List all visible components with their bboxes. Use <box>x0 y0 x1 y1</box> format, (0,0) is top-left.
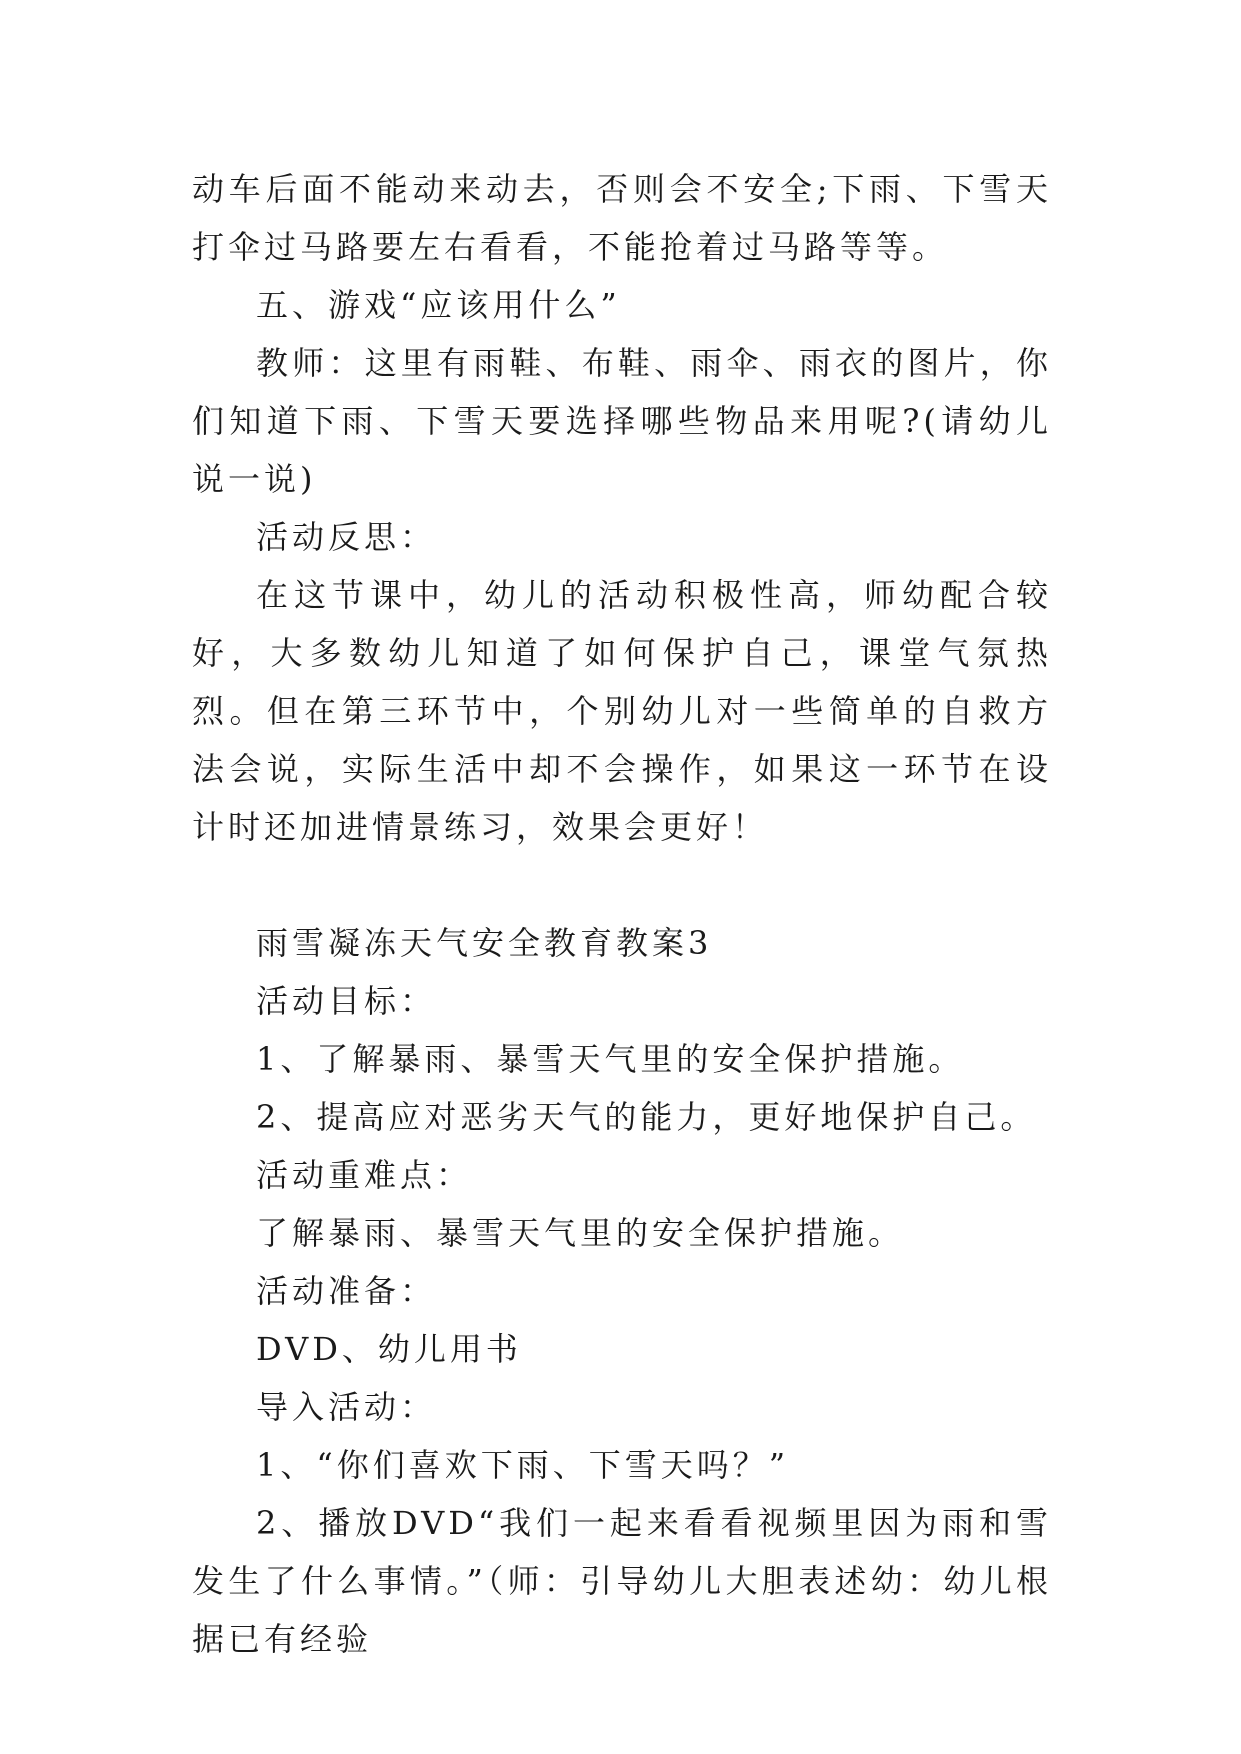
document-page <box>192 160 1052 1668</box>
paragraph: 教师：这里有雨鞋、布鞋、雨伞、雨衣的图片，你们知道下雨、下雪天要选择哪些物品来用呢?(请幼儿说一说) <box>192 344 1052 498</box>
heading-reflection: 活动反思： <box>256 518 437 556</box>
list-item: 1、了解暴雨、暴雪天气里的安全保护措施。 <box>256 1040 965 1078</box>
list-item: 2、播放DVD“我们一起来看看视频里因为雨和雪发生了什么事情。”（师：引导幼儿大胆表述幼：幼儿根据已有经验 <box>192 1504 1052 1658</box>
spacer <box>192 856 1052 914</box>
paragraph: DVD、幼儿用书 <box>256 1330 522 1368</box>
section-title: 雨雪凝冻天气安全教育教案3 <box>256 924 713 962</box>
heading-objectives: 活动目标： <box>256 982 437 1020</box>
list-item: 1、“你们喜欢下雨、下雪天吗？” <box>256 1446 790 1484</box>
paragraph: 在这节课中，幼儿的活动积极性高，师幼配合较好，大多数幼儿知道了如何保护自己，课堂气氛热烈。但在第三环节中，个别幼儿对一些简单的自救方法会说，实际生活中却不会操作，如果这一环节在设计时还加进情景练习，效果会更好！ <box>192 576 1052 846</box>
heading-preparation: 活动准备： <box>256 1272 437 1310</box>
list-item: 2、提高应对恶劣天气的能力，更好地保护自己。 <box>256 1098 1037 1136</box>
heading-intro: 导入活动： <box>256 1388 437 1426</box>
paragraph: 了解暴雨、暴雪天气里的安全保护措施。 <box>256 1214 905 1252</box>
paragraph: 动车后面不能动来动去，否则会不安全;下雨、下雪天打伞过马路要左右看看，不能抢着过马路等等。 <box>192 170 1052 266</box>
heading-key-points: 活动重难点： <box>256 1156 473 1194</box>
heading-game: 五、游戏“应该用什么” <box>256 286 621 324</box>
